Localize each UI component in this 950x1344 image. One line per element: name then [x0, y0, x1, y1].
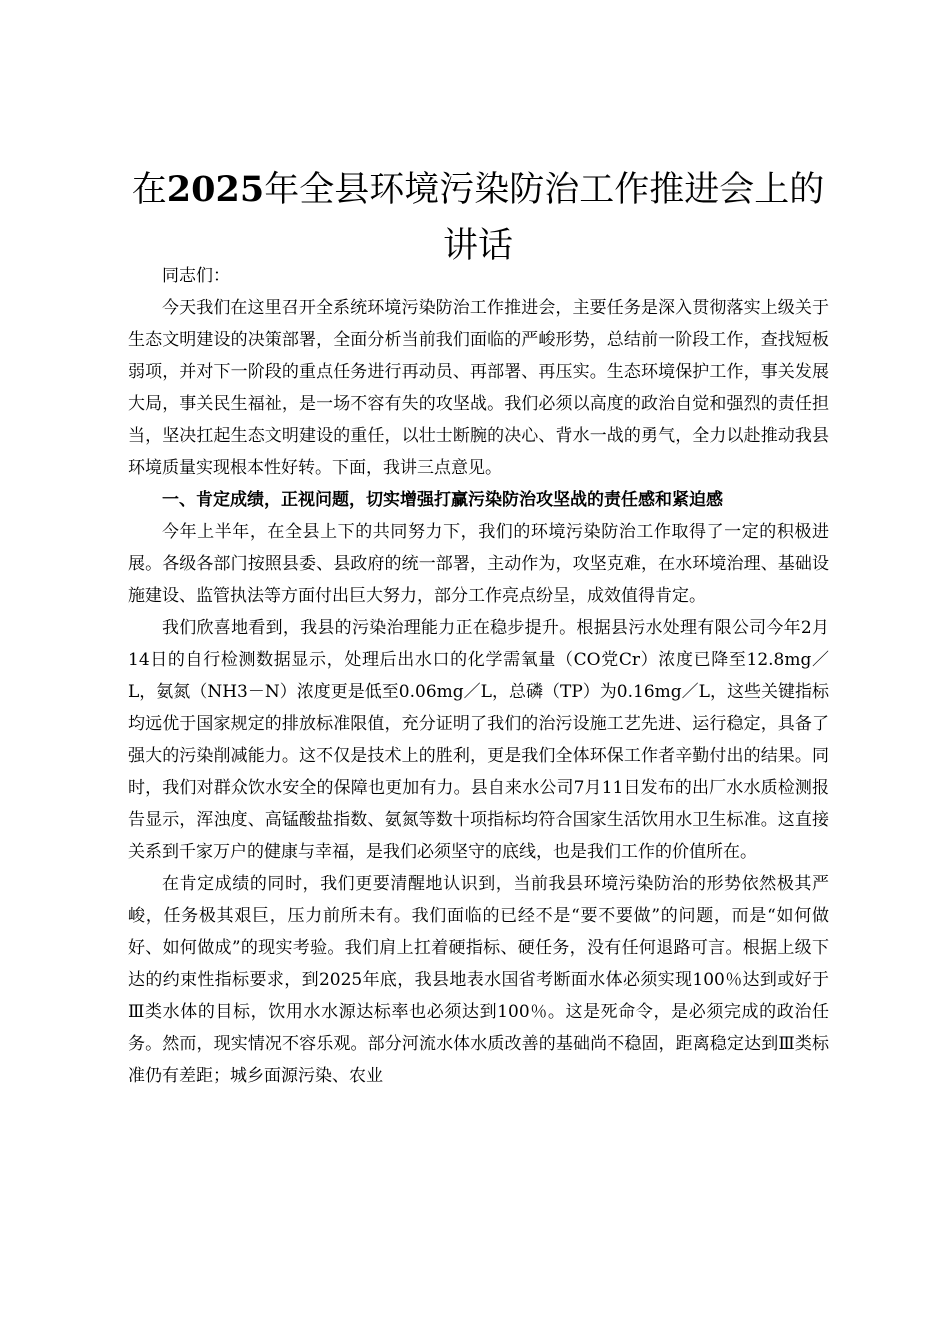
section1-paragraph: 今年上半年，在全县上下的共同努力下，我们的环境污染防治工作取得了一定的积极进展。各级各部门按照县委、县政府的统一部署，主动作为，攻坚克难，在水环境治理、基础设施建设、监管执法等方面付出巨大努力，部分工作亮点纷呈，成效值得肯定。	[128, 522, 829, 606]
title-suffix: 年全县环境污染防治工作推进会上的讲话	[264, 170, 825, 266]
section-heading-1: 一、肯定成绩，正视问题，切实增强打赢污染防治攻坚战的责任感和紧迫感	[162, 490, 723, 510]
document-body	[128, 260, 829, 1092]
section1-paragraph: 我们欣喜地看到，我县的污染治理能力正在稳步提升。根据县污水处理有限公司今年2月14日的自行检测数据显示，处理后出水口的化学需氧量（CO党Cr）浓度已降至12.8mg／L，氨氮（NH3－N）浓度更是低至0.06mg／L，总磷（TP）为0.16mg／L，这些关键指标均远优于国家规定的排放标准限值，充分证明了我们的治污设施工艺先进、运行稳定，具备了强大的污染削减能力。这不仅是技术上的胜利，更是我们全体环保工作者辛勤付出的结果。同时，我们对群众饮水安全的保障也更加有力。县自来水公司7月11日发布的出厂水水质检测报告显示，浑浊度、高锰酸盐指数、氨氮等数十项指标均符合国家生活饮用水卫生标准。这直接关系到千家万户的健康与幸福，是我们必须坚守的底线，也是我们工作的价值所在。	[128, 618, 829, 862]
intro-paragraph: 今天我们在这里召开全系统环境污染防治工作推进会，主要任务是深入贯彻落实上级关于生态文明建设的决策部署，全面分析当前我们面临的严峻形势，总结前一阶段工作，查找短板弱项，并对下一阶段的重点任务进行再动员、再部署、再压实。生态环境保护工作，事关发展大局，事关民生福祉，是一场不容有失的攻坚战。我们必须以高度的政治自觉和强烈的责任担当，坚决扛起生态文明建设的重任，以壮士断腕的决心、背水一战的勇气，全力以赴推动我县环境质量实现根本性好转。下面，我讲三点意见。	[128, 298, 829, 478]
salutation: 同志们：	[162, 266, 230, 286]
title-prefix: 在	[131, 170, 167, 210]
section1-paragraph: 在肯定成绩的同时，我们更要清醒地认识到，当前我县环境污染防治的形势依然极其严峻，任务极其艰巨，压力前所未有。我们面临的已经不是“要不要做”的问题，而是“如何做好、如何做成”的现实考验。我们肩上扛着硬指标、硬任务，没有任何退路可言。根据上级下达的约束性指标要求，到2025年底，我县地表水国省考断面水体必须实现100％达到或好于Ⅲ类水体的目标，饮用水水源达标率也必须达到100％。这是死命令，是必须完成的政治任务。然而，现实情况不容乐观。部分河流水体水质改善的基础尚不稳固，距离稳定达到Ⅲ类标准仍有差距；城乡面源污染、农业	[128, 874, 829, 1086]
title-year: 2025	[166, 169, 265, 210]
document-title	[128, 162, 828, 274]
